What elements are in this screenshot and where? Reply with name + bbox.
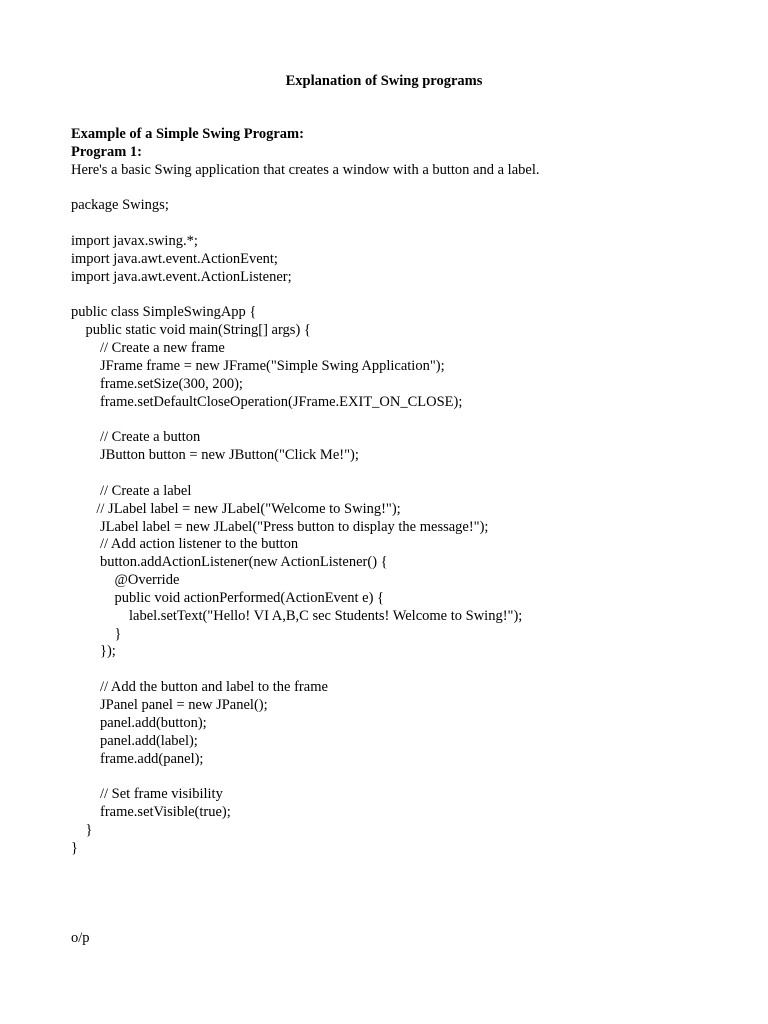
code-line: // Create a button: [71, 429, 201, 446]
code-line: frame.setDefaultCloseOperation(JFrame.EXIT_ON_CLOSE);: [71, 393, 463, 410]
code-line: // Add the button and label to the frame: [71, 679, 328, 696]
code-line: frame.setVisible(true);: [71, 804, 231, 821]
code-line: frame.add(panel);: [71, 750, 204, 767]
output-label: o/p: [71, 930, 90, 946]
code-line: public static void main(String[] args) {: [71, 322, 311, 339]
code-line: import java.awt.event.ActionEvent;: [71, 250, 278, 267]
code-line: import javax.swing.*;: [71, 233, 198, 250]
code-line: frame.setSize(300, 200);: [71, 375, 243, 392]
code-line: JPanel panel = new JPanel();: [71, 697, 268, 713]
code-line: import java.awt.event.ActionListener;: [71, 268, 292, 285]
code-line: [71, 412, 731, 430]
code-line: [71, 180, 731, 198]
code-line: public class SimpleSwingApp {: [71, 304, 257, 321]
code-line: [71, 215, 731, 233]
code-line: JButton button = new JButton("Click Me!");: [71, 447, 359, 464]
code-line: // Create a label: [71, 482, 192, 499]
document-title: Explanation of Swing programs: [285, 73, 483, 89]
code-line: // JLabel label = new JLabel("Welcome to Swing!");: [71, 500, 401, 517]
intro-paragraph: Here's a basic Swing application that creates a window with a button and a label.: [71, 161, 540, 178]
code-line: button.addActionListener(new ActionListener() {: [71, 554, 388, 571]
code-line: }: [71, 839, 78, 856]
code-line: [71, 661, 731, 679]
code-line: [71, 768, 731, 786]
code-line: label.setText("Hello! VI A,B,C sec Students! Welcome to Swing!");: [71, 607, 523, 624]
example-heading: Example of a Simple Swing Program:: [71, 126, 304, 142]
code-line: }: [71, 821, 93, 838]
code-line: public void actionPerformed(ActionEvent e) {: [71, 589, 384, 606]
program-heading: Program 1:: [71, 143, 142, 160]
code-line: [71, 287, 731, 305]
code-line: package Swings;: [71, 197, 169, 214]
code-line: @Override: [71, 572, 180, 589]
document-content: [71, 126, 731, 858]
code-line: // Add action listener to the button: [71, 536, 299, 553]
code-line: });: [71, 643, 116, 660]
code-line: panel.add(label);: [71, 732, 198, 749]
code-line: JFrame frame = new JFrame("Simple Swing Application");: [71, 357, 445, 374]
code-line: [71, 465, 731, 483]
code-line: // Create a new frame: [71, 340, 225, 357]
code-line: }: [71, 625, 122, 642]
code-block: [71, 180, 731, 858]
code-line: panel.add(button);: [71, 714, 207, 731]
code-line: // Set frame visibility: [71, 786, 223, 803]
code-line: JLabel label = new JLabel("Press button to display the message!");: [71, 518, 489, 535]
